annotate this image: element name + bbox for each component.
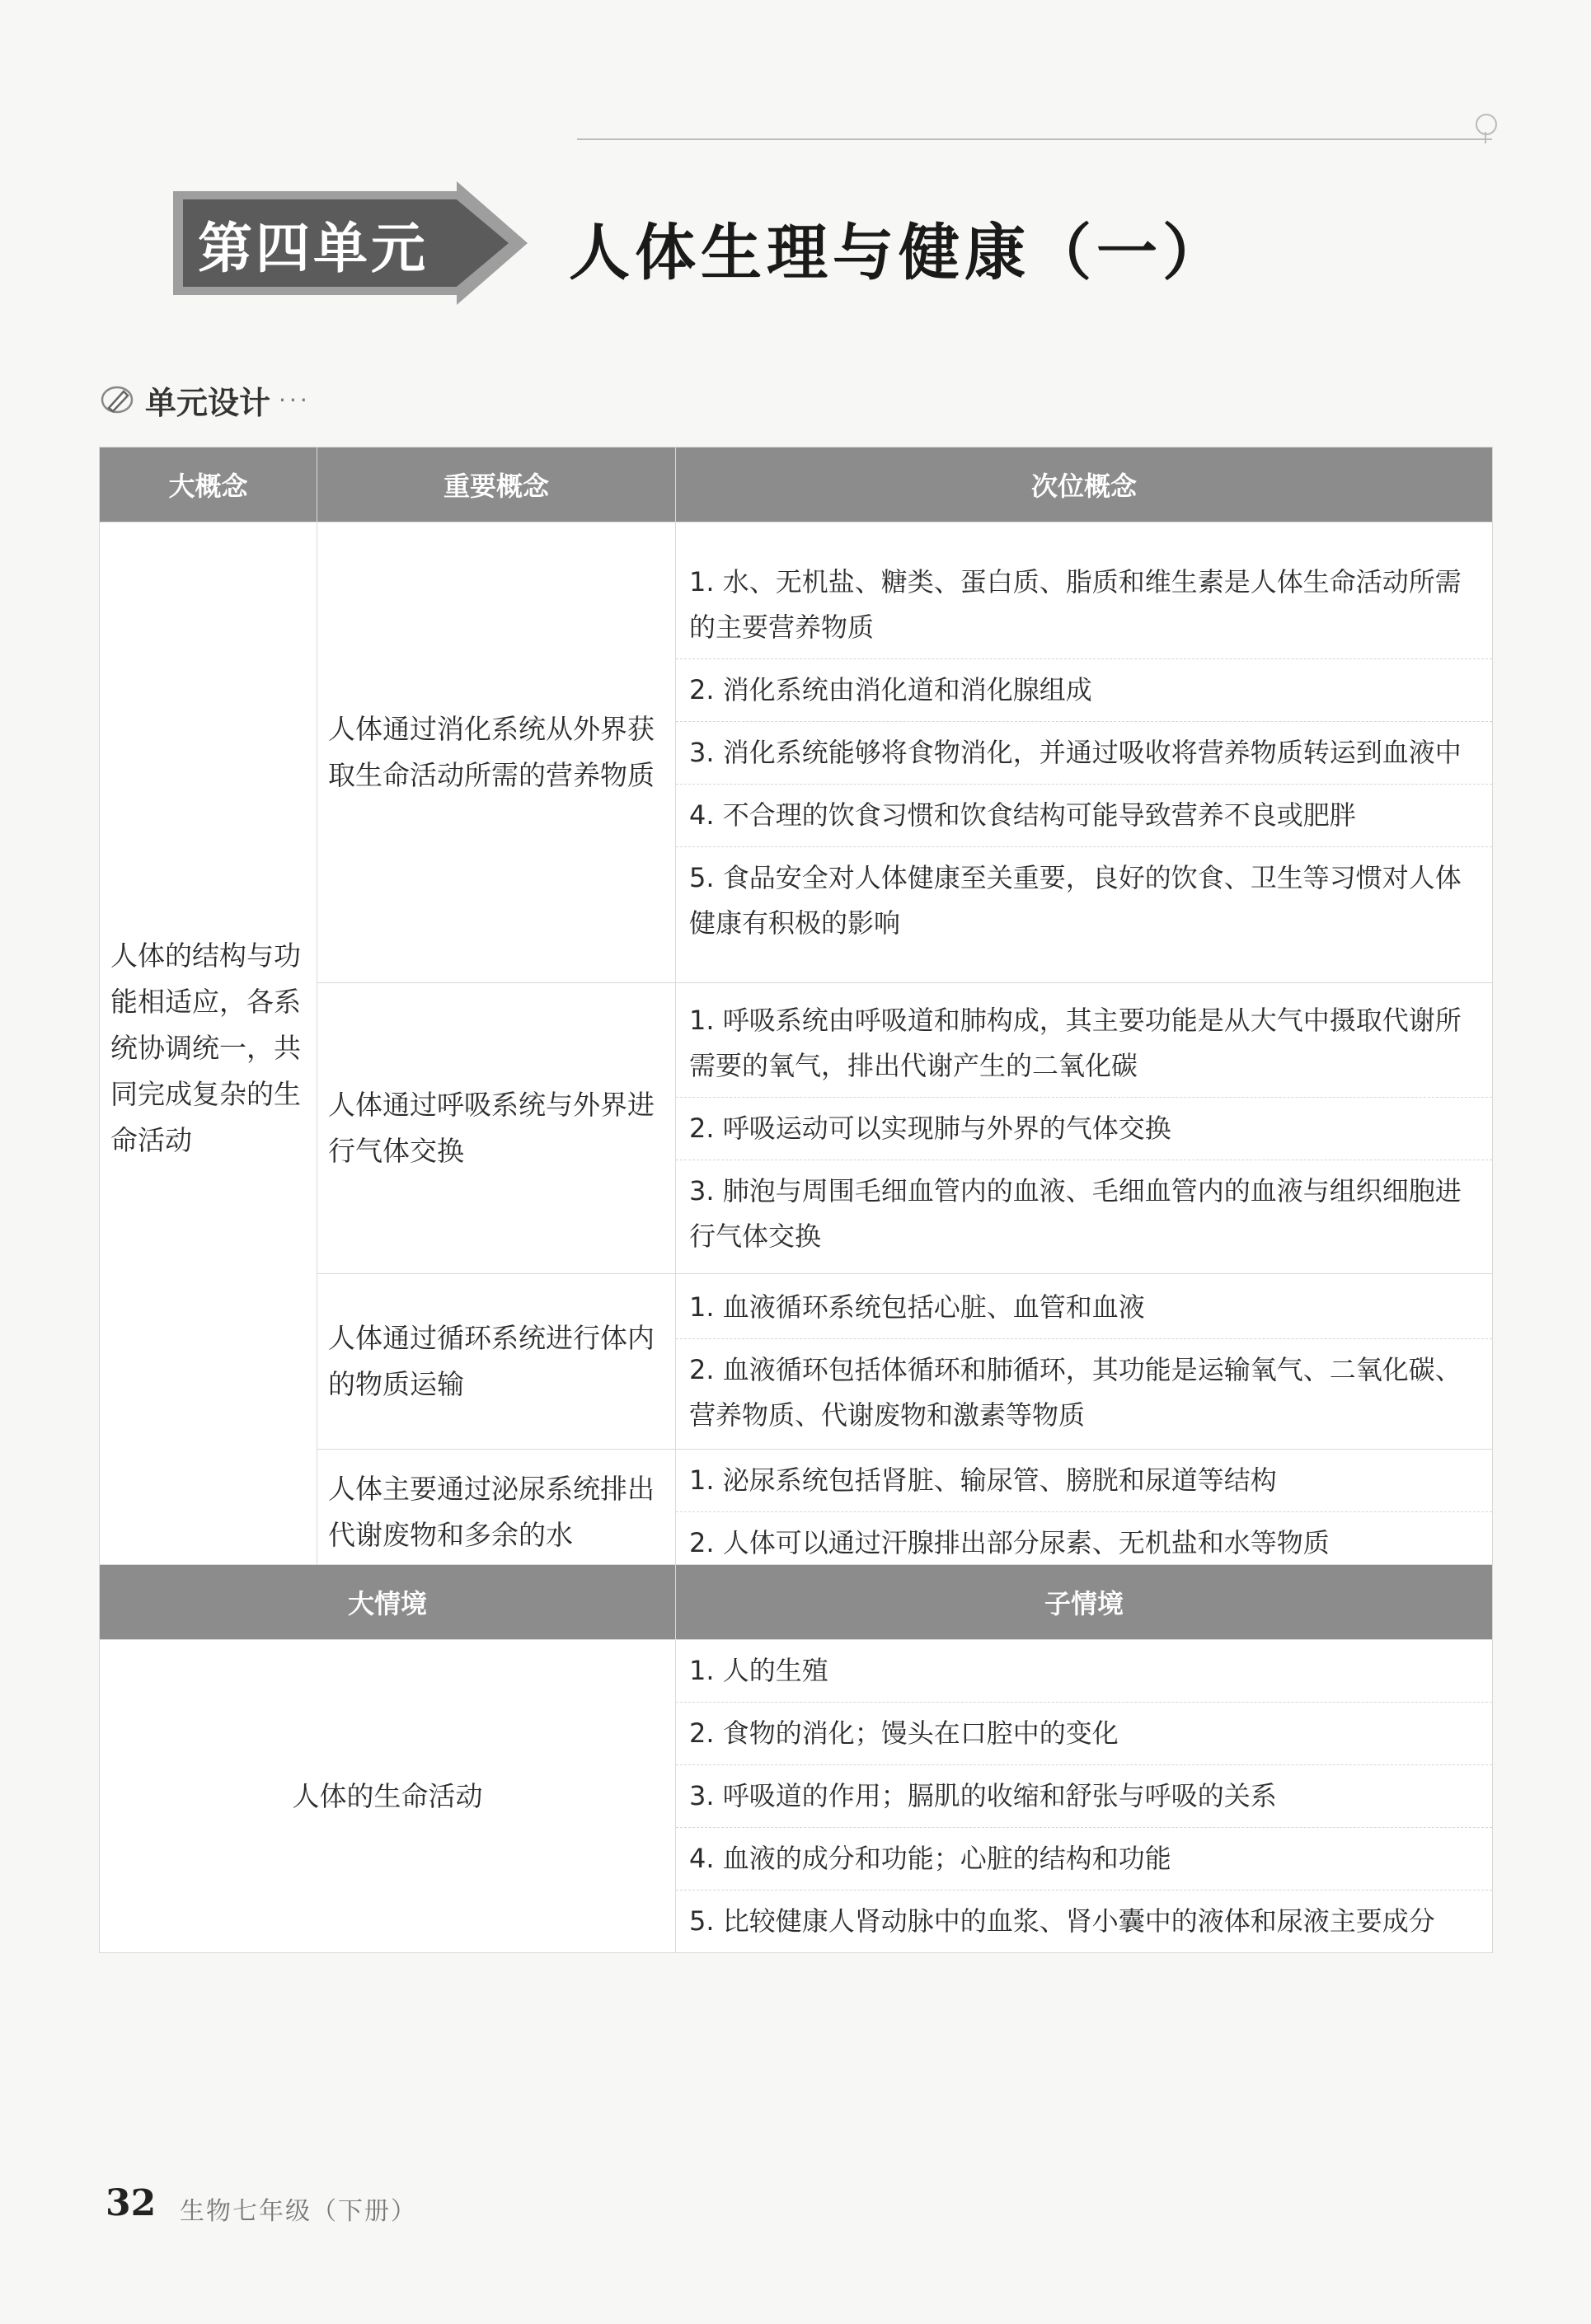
list-item: 3. 肺泡与周围毛细血管内的血液、毛细血管内的血液与组织细胞进行气体交换	[689, 1174, 1462, 1252]
big-concept-cell	[100, 522, 317, 1575]
list-item: 5. 食品安全对人体健康至关重要，良好的饮食、卫生等习惯对人体健康有积极的影响	[689, 861, 1462, 939]
list-item: 2. 血液循环包括体循环和肺循环，其功能是运输氧气、二氧化碳、营养物质、代谢废物和激素等物质	[689, 1354, 1462, 1431]
header-rule	[577, 138, 1492, 140]
unit-badge-text: 第四单元	[198, 217, 429, 280]
list-item: 2. 消化系统由消化道和消化腺组成	[676, 659, 1492, 722]
important-concept-text: 人体通过呼吸系统与外界进行气体交换	[328, 1089, 655, 1167]
concept-table	[99, 447, 1493, 1575]
big-scenario-cell	[100, 1640, 676, 1953]
header-important-concept: 重要概念	[317, 447, 676, 522]
unit-title: 人体生理与健康（一）	[569, 218, 1228, 288]
scenario-table	[99, 1564, 1493, 1953]
table-row	[100, 522, 1493, 983]
list-item: 4. 不合理的饮食习惯和饮食结构可能导致营养不良或肥胖	[676, 785, 1492, 847]
important-concept-cell	[317, 1450, 676, 1575]
important-concept-cell	[317, 1274, 676, 1450]
header-big-scenario: 大情境	[100, 1565, 676, 1640]
bulb-icon	[1476, 114, 1497, 135]
sub-concept-list	[676, 983, 1493, 1274]
concept-table-header	[100, 447, 1493, 522]
list-item: 4. 血液的成分和功能；心脏的结构和功能	[676, 1828, 1492, 1891]
sub-concept-list	[676, 1450, 1493, 1575]
list-item: 3. 消化系统能够将食物消化，并通过吸收将营养物质转运到血液中	[676, 722, 1492, 785]
important-concept-text: 人体主要通过泌尿系统排出代谢废物和多余的水	[328, 1472, 655, 1551]
list-item: 2. 呼吸运动可以实现肺与外界的气体交换	[676, 1098, 1492, 1160]
section-title: 单元设计	[145, 384, 271, 421]
header-sub-scenario: 子情境	[676, 1565, 1493, 1640]
sub-concept-list	[676, 522, 1493, 983]
section-dots: ···	[279, 386, 311, 414]
list-item: 3. 呼吸道的作用；膈肌的收缩和舒张与呼吸的关系	[676, 1765, 1492, 1828]
page-number: 32	[106, 2182, 157, 2224]
unit-badge	[173, 181, 528, 305]
important-concept-cell	[317, 983, 676, 1274]
important-concept-cell	[317, 522, 676, 983]
big-concept-text: 人体的结构与功能相适应，各系统协调统一，共同完成复杂的生命活动	[110, 939, 301, 1156]
scenario-table-header	[100, 1565, 1493, 1640]
list-item: 2. 食物的消化；馒头在口腔中的变化	[676, 1703, 1492, 1765]
list-item: 2. 人体可以通过汗腺排出部分尿素、无机盐和水等物质	[689, 1527, 1330, 1558]
header-sub-concept: 次位概念	[676, 447, 1493, 522]
list-item: 1. 血液循环系统包括心脏、血管和血液	[676, 1277, 1492, 1339]
list-item: 1. 泌尿系统包括肾脏、输尿管、膀胱和尿道等结构	[676, 1450, 1492, 1512]
table-row	[100, 1640, 1493, 1953]
list-item: 5. 比较健康人肾动脉中的血浆、肾小囊中的液体和尿液主要成分	[689, 1905, 1435, 1937]
list-item: 1. 人的生殖	[676, 1640, 1492, 1703]
sub-concept-list	[676, 1274, 1493, 1450]
header-big-concept: 大概念	[100, 447, 317, 522]
book-label: 生物七年级（下册）	[180, 2197, 417, 2226]
important-concept-text: 人体通过循环系统进行体内的物质运输	[328, 1322, 655, 1400]
pencil-icon	[99, 382, 135, 418]
list-item: 1. 呼吸系统由呼吸道和肺构成，其主要功能是从大气中摄取代谢所需要的氧气，排出代谢产生的二氧化碳	[676, 990, 1492, 1098]
section-heading	[99, 375, 311, 424]
big-scenario-text: 人体的生命活动	[292, 1779, 483, 1812]
list-item: 1. 水、无机盐、糖类、蛋白质、脂质和维生素是人体生命活动所需的主要营养物质	[676, 551, 1492, 659]
important-concept-text: 人体通过消化系统从外界获取生命活动所需的营养物质	[328, 713, 655, 791]
sub-scenario-list	[676, 1640, 1493, 1953]
